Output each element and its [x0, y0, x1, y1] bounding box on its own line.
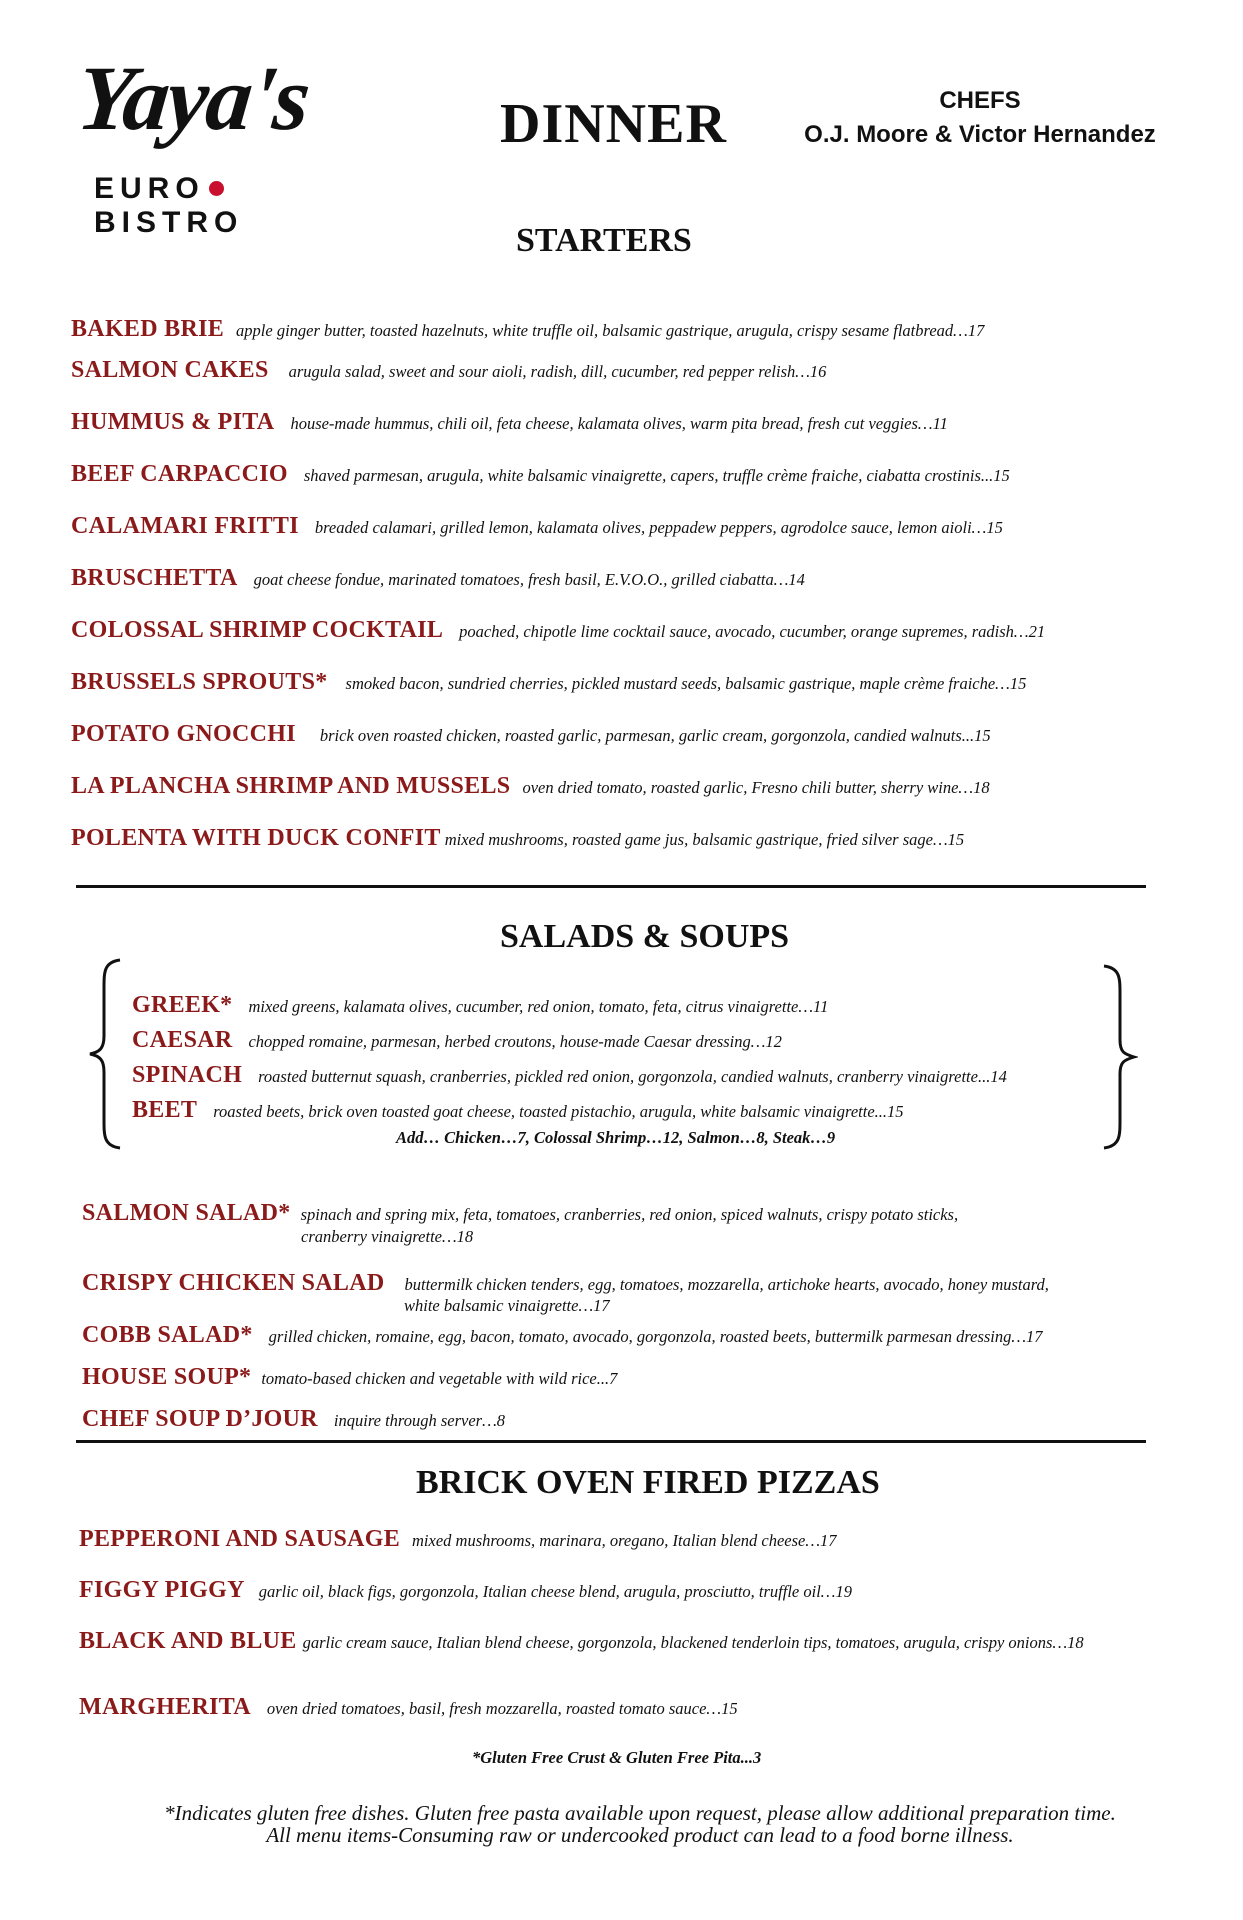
chefs-credit	[780, 84, 1180, 152]
item-description: arugula salad, sweet and sour aioli, radish, dill, cucumber, red pepper relish…16	[288, 362, 827, 381]
menu-item	[71, 513, 1003, 540]
menu-item	[71, 316, 984, 343]
menu-item	[71, 825, 964, 852]
item-name: POLENTA WITH DUCK CONFIT	[71, 825, 441, 851]
item-name: BEEF CARPACCIO	[71, 461, 288, 487]
menu-item	[71, 721, 991, 748]
item-description: smoked bacon, sundried cherries, pickled mustard seeds, balsamic gastrique, maple crème fraiche…15	[345, 674, 1027, 693]
item-name: BRUSCHETTA	[71, 565, 238, 591]
logo	[72, 47, 328, 239]
logo-subtitle: EUROBISTRO	[94, 172, 244, 239]
menu-item	[79, 1577, 852, 1604]
item-name: CRISPY CHICKEN SALAD	[82, 1270, 385, 1296]
menu-item	[71, 409, 948, 436]
item-description: roasted beets, brick oven toasted goat cheese, toasted pistachio, arugula, white balsamic vinaigrette...15	[213, 1102, 904, 1121]
item-name: LA PLANCHA SHRIMP AND MUSSELS	[71, 773, 511, 799]
item-description: tomato-based chicken and vegetable with wild rice...7	[261, 1369, 618, 1388]
add-protein-note: Add… Chicken…7, Colossal Shrimp…12, Salmon…8, Steak…9	[396, 1128, 836, 1147]
item-description: buttermilk chicken tenders, egg, tomatoes, mozzarella, artichoke hearts, avocado, honey mustard,	[404, 1275, 1049, 1294]
menu-item	[79, 1694, 738, 1721]
menu-item	[71, 773, 990, 800]
item-name: GREEK*	[132, 992, 233, 1018]
left-brace-icon	[86, 958, 126, 1150]
right-brace-icon	[1098, 964, 1138, 1150]
item-description: inquire through server…8	[333, 1411, 506, 1430]
item-description: apple ginger butter, toasted hazelnuts, white truffle oil, balsamic gastrique, arugula, crispy sesame flatbread…17	[236, 321, 985, 340]
item-name: BLACK AND BLUE	[79, 1628, 297, 1654]
item-name: POTATO GNOCCHI	[71, 721, 296, 747]
item-description: garlic oil, black figs, gorgonzola, Italian cheese blend, arugula, prosciutto, truffle oil…19	[258, 1582, 852, 1601]
item-description: oven dried tomato, roasted garlic, Fresno chili butter, sherry wine…18	[522, 778, 990, 797]
logo-wordmark: Yaya's	[72, 47, 314, 149]
item-description: poached, chipotle lime cocktail sauce, avocado, cucumber, orange supremes, radish…21	[459, 622, 1046, 641]
item-description: chopped romaine, parmesan, herbed croutons, house-made Caesar dressing…12	[248, 1032, 782, 1051]
item-name: SALMON SALAD*	[82, 1200, 291, 1226]
item-name: BAKED BRIE	[71, 316, 225, 342]
section-divider	[76, 1440, 1146, 1443]
salads-soups-heading: SALADS & SOUPS	[500, 918, 790, 955]
item-description: spinach and spring mix, feta, tomatoes, cranberries, red onion, spiced walnuts, crispy potato sticks,	[300, 1205, 959, 1224]
item-description: goat cheese fondue, marinated tomatoes, fresh basil, E.V.O.O., grilled ciabatta…14	[253, 570, 805, 589]
item-name: HOUSE SOUP*	[82, 1364, 252, 1390]
item-name: HUMMUS & PITA	[71, 409, 275, 435]
item-description-continued: white balsamic vinaigrette…17	[404, 1296, 610, 1315]
item-description-continued: cranberry vinaigrette…18	[301, 1227, 474, 1246]
menu-item	[82, 1200, 958, 1227]
menu-item	[79, 1628, 1084, 1655]
footer-notes	[80, 1802, 1200, 1846]
item-name: BRUSSELS SPROUTS*	[71, 669, 328, 695]
item-description: grilled chicken, romaine, egg, bacon, tomato, avocado, gorgonzola, roasted beets, buttermilk parmesan dressing…17	[268, 1327, 1043, 1346]
menu-item	[71, 617, 1045, 644]
item-description: house-made hummus, chili oil, feta cheese, kalamata olives, warm pita bread, fresh cut veggies…11	[290, 414, 948, 433]
item-name: COLOSSAL SHRIMP COCKTAIL	[71, 617, 444, 643]
menu-item	[79, 1526, 837, 1553]
item-name: FIGGY PIGGY	[79, 1577, 245, 1603]
menu-item	[82, 1270, 1049, 1297]
section-divider	[76, 885, 1146, 888]
menu-item	[132, 1027, 782, 1054]
food-safety-disclaimer: All menu items-Consuming raw or undercooked product can lead to a food borne illness.	[266, 1823, 1014, 1847]
item-name: CALAMARI FRITTI	[71, 513, 299, 539]
menu-item	[82, 1322, 1043, 1349]
item-description: garlic cream sauce, Italian blend cheese, gorgonzola, blackened tenderloin tips, tomatoes, arugula, crispy onions…18	[302, 1633, 1084, 1652]
menu-item	[71, 669, 1026, 696]
item-description: mixed greens, kalamata olives, cucumber, red onion, tomato, feta, citrus vinaigrette…11	[248, 997, 829, 1016]
item-description: breaded calamari, grilled lemon, kalamata olives, peppadew peppers, agrodolce sauce, lemon aioli…15	[314, 518, 1003, 537]
item-description: mixed mushrooms, marinara, oregano, Italian blend cheese…17	[412, 1531, 837, 1550]
item-name: SPINACH	[132, 1062, 243, 1088]
item-name: BEET	[132, 1097, 198, 1123]
menu-item	[71, 357, 826, 384]
gluten-free-crust-note: *Gluten Free Crust & Gluten Free Pita...3	[472, 1748, 762, 1767]
item-name: COBB SALAD*	[82, 1322, 253, 1348]
item-name: CHEF SOUP D’JOUR	[82, 1406, 318, 1432]
gluten-free-disclaimer: *Indicates gluten free dishes. Gluten free pasta available upon request, please allow additional preparation time.	[164, 1801, 1116, 1825]
item-description: oven dried tomatoes, basil, fresh mozzarella, roasted tomato sauce…15	[266, 1699, 738, 1718]
menu-item	[132, 1062, 1007, 1089]
item-description: mixed mushrooms, roasted game jus, balsamic gastrique, fried silver sage…15	[444, 830, 965, 849]
pizzas-heading: BRICK OVEN FIRED PIZZAS	[416, 1464, 880, 1501]
starters-heading: STARTERS	[516, 222, 692, 259]
menu-item	[132, 992, 828, 1019]
menu-item	[132, 1097, 904, 1124]
item-description: shaved parmesan, arugula, white balsamic vinaigrette, capers, truffle crème fraiche, ciabatta crostinis...15	[303, 466, 1010, 485]
menu-item	[82, 1364, 617, 1391]
chefs-label: CHEFS	[939, 87, 1021, 114]
menu-item	[82, 1406, 505, 1433]
item-description: brick oven roasted chicken, roasted garlic, parmesan, garlic cream, gorgonzola, candied walnuts...15	[319, 726, 991, 745]
item-name: SALMON CAKES	[71, 357, 269, 383]
chefs-names: O.J. Moore & Victor Hernandez	[804, 121, 1156, 148]
item-name: MARGHERITA	[79, 1694, 251, 1720]
logo-dot-icon	[209, 181, 224, 196]
menu-item	[71, 565, 805, 592]
item-name: PEPPERONI AND SAUSAGE	[79, 1526, 401, 1552]
menu-item	[71, 461, 1010, 488]
item-name: CAESAR	[132, 1027, 233, 1053]
item-description: roasted butternut squash, cranberries, pickled red onion, gorgonzola, candied walnuts, cranberry vinaigrette...14	[258, 1067, 1007, 1086]
page-title: DINNER	[500, 93, 727, 155]
